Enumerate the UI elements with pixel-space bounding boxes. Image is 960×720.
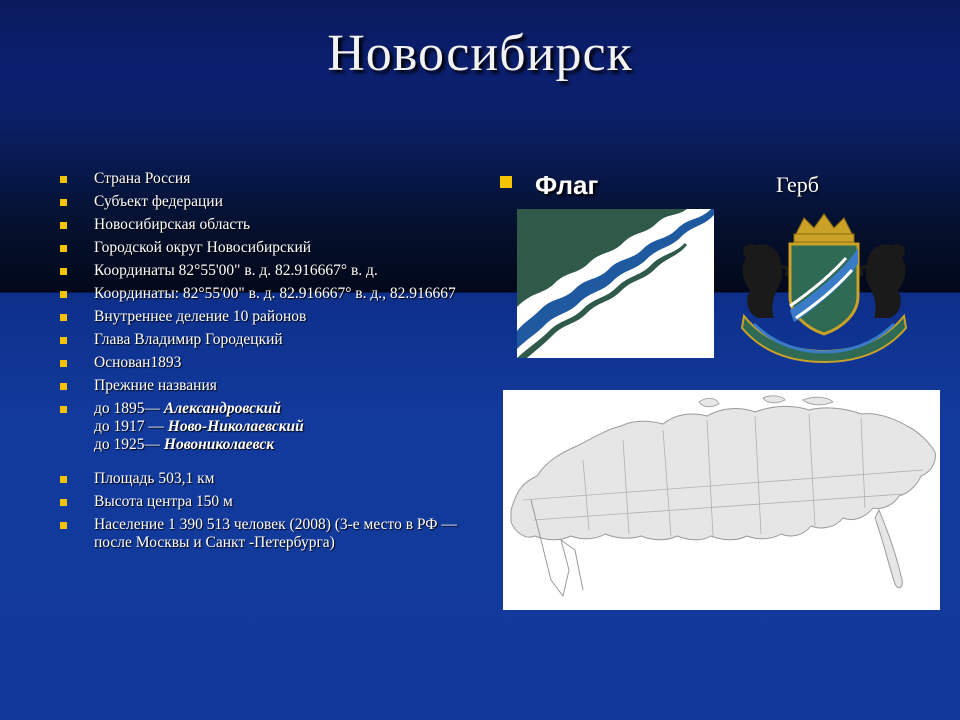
bullet-marker [60,268,67,275]
former-name-line [94,436,460,454]
bullet-marker [60,360,67,367]
bullet-marker [60,522,67,529]
bullet-marker [60,337,67,344]
list-item [60,193,460,211]
russia-map-image [503,390,940,610]
list-item-text: Глава Владимир Городецкий [94,331,283,348]
flag-label: Флаг [535,170,599,200]
list-item [60,470,460,488]
list-item [60,285,460,303]
list-item [60,239,460,257]
list-item [60,170,460,188]
list-item [60,377,460,395]
list-item-text: Координаты: 82°55'00" в. д. 82.916667° в. д., 82.916667 [94,285,456,302]
list-item-text: Городской округ Новосибирский [94,239,312,256]
list-item [60,262,460,280]
coat-of-arms-image [734,206,914,366]
list-item [60,493,460,511]
list-item-text: Основан1893 [94,354,182,371]
list-item-text: Субъект федерации [94,193,223,210]
bullet-marker [60,176,67,183]
bullet-marker [60,291,67,298]
flag-image [517,209,714,358]
bullet-marker [60,406,67,413]
list-item-text: Внутреннее деление 10 районов [94,308,307,325]
list-item [60,216,460,234]
list-item [60,516,460,552]
bullet-marker [60,499,67,506]
former-name-date: до 1917 — [94,418,168,435]
list-item-text: Страна Россия [94,170,191,187]
former-names-item [60,400,460,454]
former-name: Новониколаевск [163,436,275,453]
former-name: Александровский [163,400,282,417]
list-item-text: Координаты 82°55'00" в. д. 82.916667° в. д. [94,262,378,279]
list-item-text: Высота центра 150 м [94,493,233,510]
bullet-marker [60,245,67,252]
list-item [60,308,460,326]
former-name-line [94,418,460,436]
slide-title: Новосибирск [327,25,633,82]
list-item-text: Прежние названия [94,377,217,394]
former-name: Ново-Николаевский [167,418,304,435]
list-item-text: Новосибирская область [94,216,251,233]
list-item-text: Площадь 503,1 км [94,470,215,487]
list-item-text: Население 1 390 513 человек (2008) (3-е место в РФ — после Москвы и Санкт -Петербурга) [94,516,457,551]
bullet-marker [60,476,67,483]
bullet-marker [60,199,67,206]
facts-list [60,170,460,557]
former-name-line [94,400,460,418]
flag-bullet-marker [500,176,512,188]
bullet-marker [60,314,67,321]
former-name-date: до 1925— [94,436,164,453]
bullet-marker [60,383,67,390]
former-name-date: до 1895— [94,400,164,417]
list-item [60,354,460,372]
coat-of-arms-label: Герб [776,172,820,197]
bullet-marker [60,222,67,229]
list-item [60,331,460,349]
